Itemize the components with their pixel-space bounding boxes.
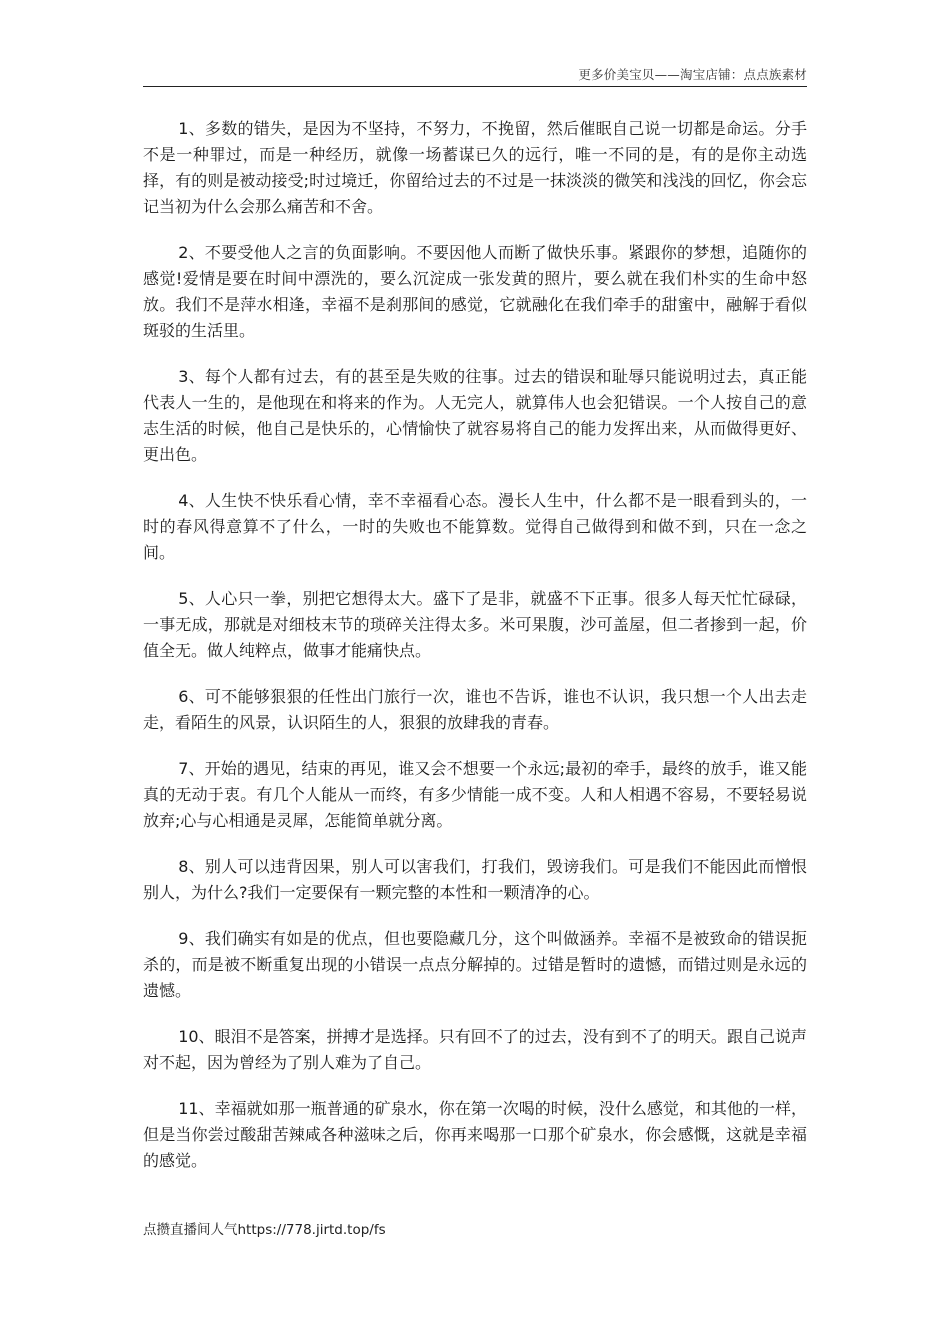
footer-label: 点攒直播间人气 xyxy=(143,1222,238,1238)
paragraph-3: 3、每个人都有过去，有的甚至是失败的往事。过去的错误和耻辱只能说明过去，真正能代表人一生的，是他现在和将来的作为。人无完人，就算伟人也会犯错误。一个人按自己的意志生活的时候，他自己是快乐的，心情愉快了就容易将自己的能力发挥出来，从而做得更好、更出色。 xyxy=(143,367,807,464)
paragraph-7: 7、开始的遇见，结束的再见，谁又会不想要一个永远;最初的牵手，最终的放手，谁又能真的无动于衷。有几个人能从一而终，有多少情能一成不变。人和人相遇不容易，不要轻易说放弃;心与心相通是灵犀，怎能简单就分离。 xyxy=(143,759,807,830)
paragraph-8: 8、别人可以违背因果，别人可以害我们，打我们，毁谤我们。可是我们不能因此而憎恨别人，为什么?我们一定要保有一颗完整的本性和一颗清净的心。 xyxy=(143,857,807,902)
paragraph-4: 4、人生快不快乐看心情，幸不幸福看心态。漫长人生中，什么都不是一眼看到头的，一时的春风得意算不了什么，一时的失败也不能算数。觉得自己做得到和做不到，只在一念之间。 xyxy=(143,491,807,562)
paragraph-1: 1、多数的错失，是因为不坚持，不努力，不挽留，然后催眠自己说一切都是命运。分手不是一种罪过，而是一种经历，就像一场蓄谋已久的远行，唯一不同的是，有的是你主动选择，有的则是被动接受;时过境迁，你留给过去的不过是一抹淡淡的微笑和浅浅的回忆，你会忘记当初为什么会那么痛苦和不舍。 xyxy=(143,119,807,216)
header-text: 更多价美宝贝——淘宝店铺：点点族素材 xyxy=(578,67,807,82)
page-footer xyxy=(143,1218,386,1238)
paragraph-10: 10、眼泪不是答案，拼搏才是选择。只有回不了的过去，没有到不了的明天。跟自己说声对不起，因为曾经为了别人难为了自己。 xyxy=(143,1027,807,1072)
paragraph-6: 6、可不能够狠狠的任性出门旅行一次，谁也不告诉，谁也不认识，我只想一个人出去走走，看陌生的风景，认识陌生的人，狠狠的放肆我的青春。 xyxy=(143,687,807,732)
paragraph-2: 2、不要受他人之言的负面影响。不要因他人而断了做快乐事。紧跟你的梦想，追随你的感觉!爱情是要在时间中漂洗的，要么沉淀成一张发黄的照片，要么就在我们朴实的生命中怒放。我们不是萍水相逢，幸福不是刹那间的感觉，它就融化在我们牵手的甜蜜中，融解于看似斑驳的生活里。 xyxy=(143,243,807,340)
document-body xyxy=(143,116,807,1194)
paragraph-5: 5、人心只一拳，别把它想得太大。盛下了是非，就盛不下正事。很多人每天忙忙碌碌，一事无成，那就是对细枝末节的琐碎关注得太多。米可果腹，沙可盖屋，但二者掺到一起，价值全无。做人纯粹点，做事才能痛快点。 xyxy=(143,589,807,660)
paragraph-9: 9、我们确实有如是的优点，但也要隐藏几分，这个叫做涵养。幸福不是被致命的错误扼杀的，而是被不断重复出现的小错误一点点分解掉的。过错是暂时的遗憾，而错过则是永远的遗憾。 xyxy=(143,929,807,1000)
paragraph-11: 11、幸福就如那一瓶普通的矿泉水，你在第一次喝的时候，没什么感觉，和其他的一样，但是当你尝过酸甜苦辣咸各种滋味之后，你再来喝那一口那个矿泉水，你会感慨，这就是幸福的感觉。 xyxy=(143,1099,807,1170)
page-header xyxy=(143,62,807,87)
footer-link[interactable]: https://778.jirtd.top/fs xyxy=(237,1222,386,1238)
